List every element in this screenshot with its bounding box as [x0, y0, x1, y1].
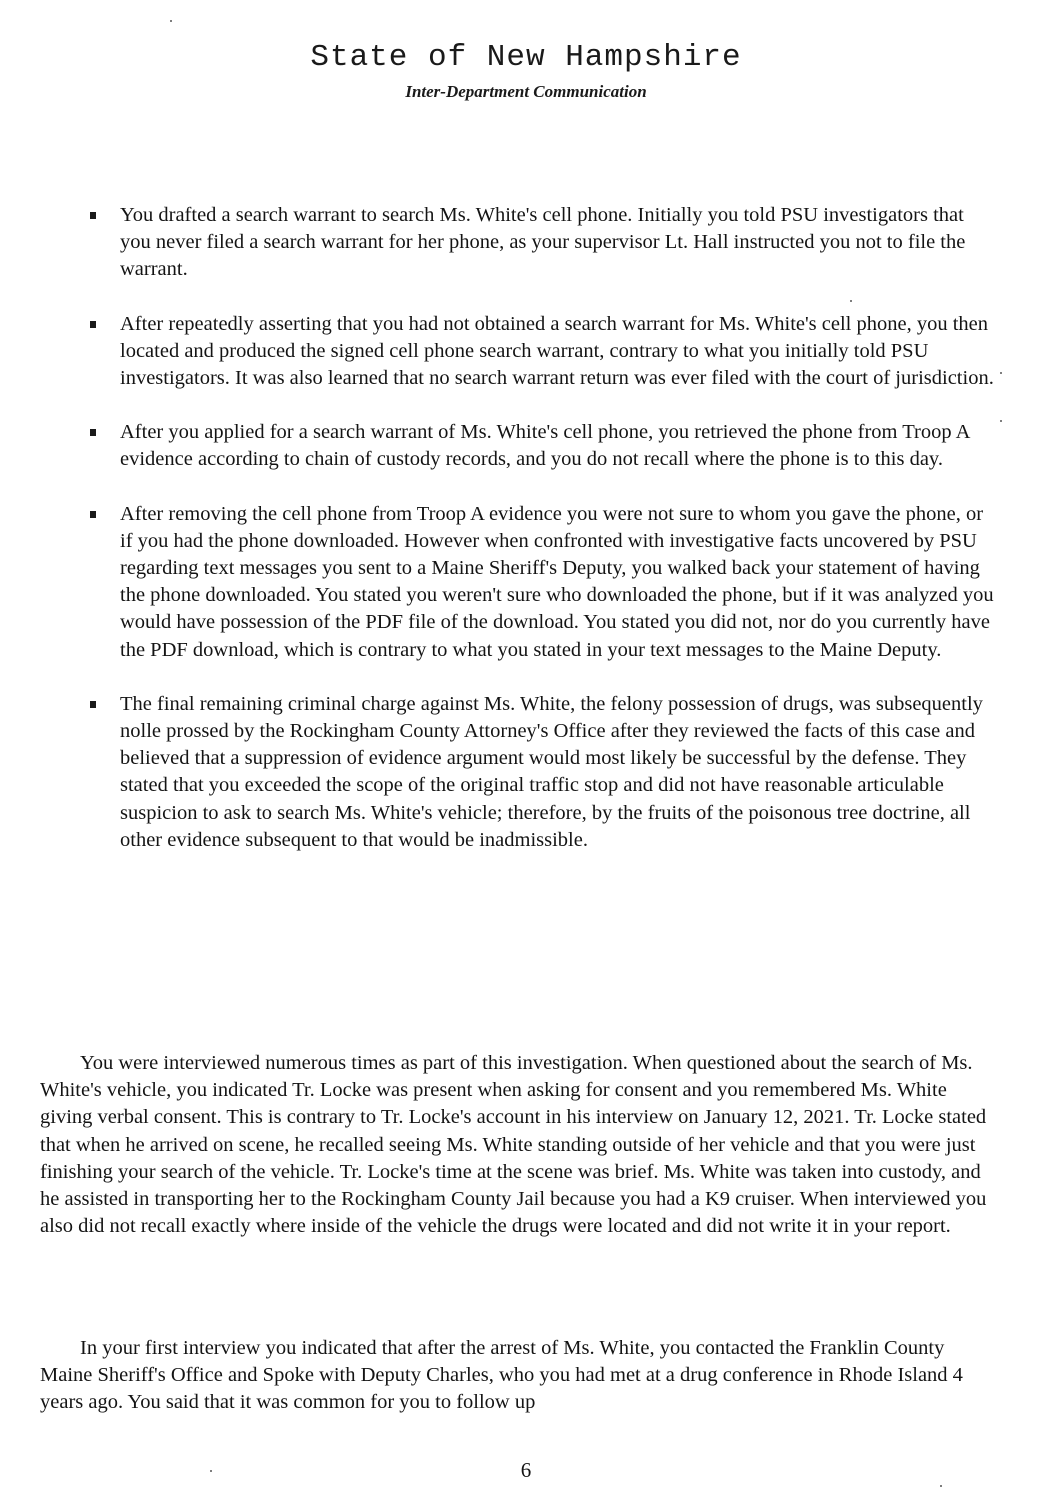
finding-item [88, 202, 998, 284]
scan-speck [210, 1470, 212, 1472]
bullet-icon [90, 511, 96, 518]
scan-speck [850, 300, 852, 302]
header-subtitle: Inter-Department Communication [405, 82, 647, 101]
bullet-icon [90, 429, 96, 436]
bullet-icon [90, 212, 96, 219]
finding-text: After removing the cell phone from Troop A evidence you were not sure to whom you gave the phone, or if you had the phone downloaded. However when confronted with investigative facts uncovered by PSU regarding text messages you sent to a Maine Sheriff's Deputy, you walked back your statement of having the phone downloaded. You stated you weren't sure who downloaded the phone, but if it was analyzed you would have possession of the PDF file of the download. You stated you did not, nor do you currently have the PDF download, which is contrary to what you stated in your text messages to the Maine Deputy. [120, 502, 994, 661]
findings-list [88, 202, 998, 881]
finding-text: You drafted a search warrant to search Ms. White's cell phone. Initially you told PSU investigators that you never filed a search warrant for her phone, as your supervisor Lt. Hall instructed you not to file the warrant. [120, 204, 966, 281]
page-number: 6 [520, 1458, 532, 1482]
finding-text: After repeatedly asserting that you had not obtained a search warrant for Ms. White's cell phone, you then located and produced the signed cell phone search warrant, contrary to what you initially told PSU investigators. It was also learned that no search warrant return was ever filed with the court of jurisdiction. [120, 312, 994, 390]
finding-text: After you applied for a search warrant of Ms. White's cell phone, you retrieved the phone from Troop A evidence according to chain of custody records, and you do not recall where the phone is to this day. [120, 421, 970, 471]
finding-item [88, 311, 998, 393]
header-title: State of New Hampshire [310, 40, 742, 75]
body-paragraph-interviews: You were interviewed numerous times as part of this investigation. When questioned about the search of Ms. White's vehicle, you indicated Tr. Locke was present when asking for consent and you remembered Ms. White giving verbal consent. This is contrary to Tr. Locke's account in his interview on January 12, 2021. Tr. Locke stated that when he arrived on scene, he recalled seeing Ms. White standing outside of her vehicle and that you were just finishing your search of the vehicle. Tr. Locke's time at the scene was brief. Ms. White was taken into custody, and he assisted in transporting her to the Rockingham County Jail because you had a K9 cruiser. When interviewed you also did not recall exactly where inside of the vehicle the drugs were located and did not write it in your report. [40, 1052, 987, 1238]
scan-speck [1000, 372, 1002, 374]
finding-item [88, 419, 998, 473]
body-paragraph-first-interview: In your first interview you indicated that after the arrest of Ms. White, you contacted the Franklin County Maine Sheriff's Office and Spoke with Deputy Charles, who you had met at a drug conference in Rhode Island 4 years ago. You said that it was common for you to follow up [40, 1337, 963, 1414]
bullet-icon [90, 321, 96, 328]
scan-speck [940, 1485, 942, 1487]
scan-speck [170, 20, 172, 22]
bullet-icon [90, 701, 96, 708]
finding-item [88, 691, 998, 854]
finding-item [88, 501, 998, 664]
finding-text: The final remaining criminal charge against Ms. White, the felony possession of drugs, was subsequently nolle prossed by the Rockingham County Attorney's Office after they reviewed the facts of this case and believed that a suppression of evidence argument would most likely be successful by the defense. They stated that you exceeded the scope of the original traffic stop and did not have reasonable articulable suspicion to ask to search Ms. White's vehicle; therefore, by the fruits of the poisonous tree doctrine, all other evidence subsequent to that would be inadmissible. [120, 692, 983, 851]
scan-speck [1000, 420, 1002, 422]
